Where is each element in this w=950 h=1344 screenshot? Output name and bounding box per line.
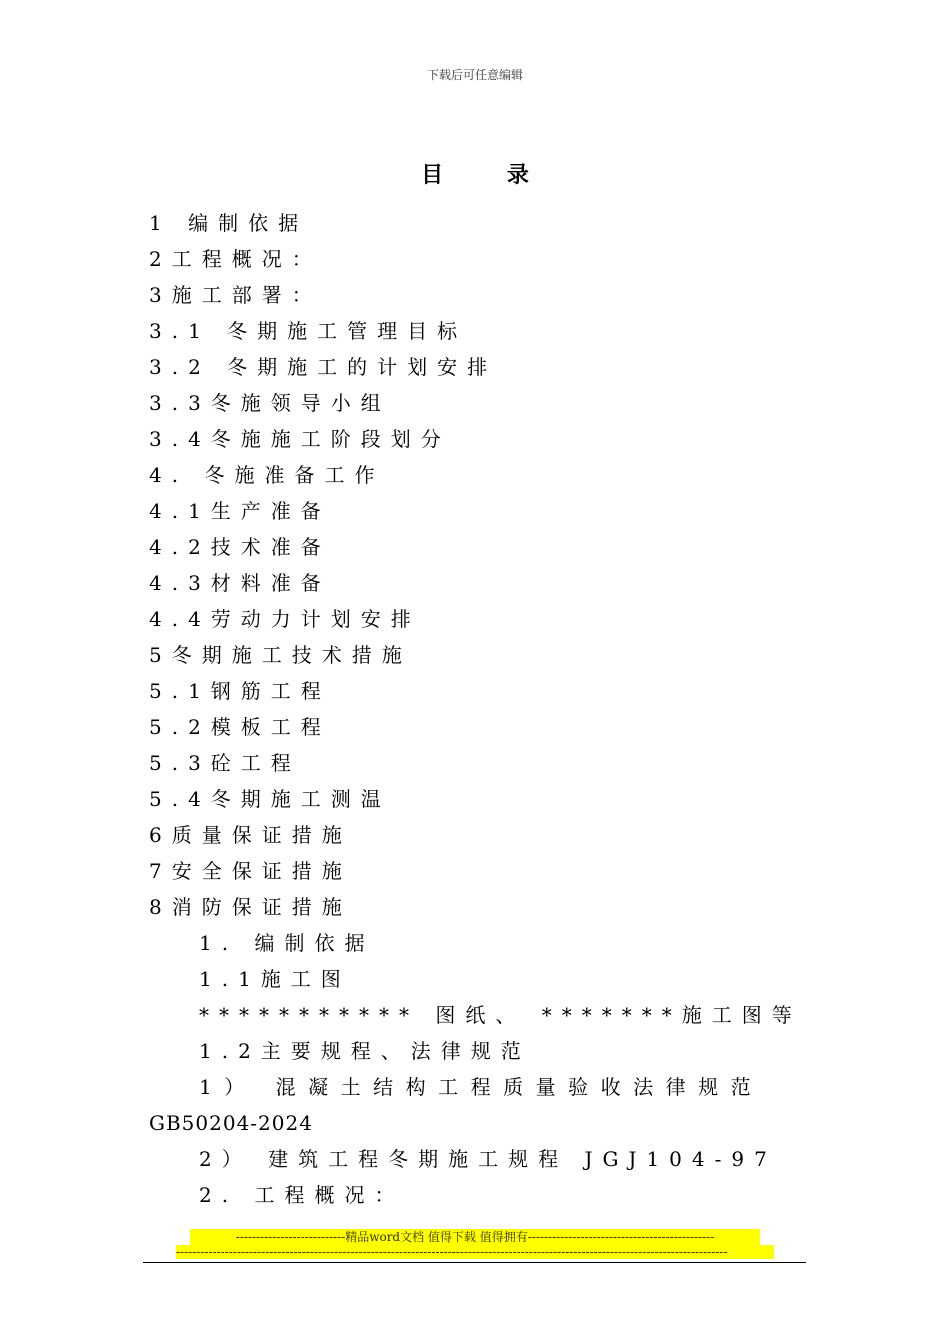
toc-item: 2工程概况： (149, 247, 322, 271)
toc-item: 3.3冬施领导小组 (149, 391, 391, 415)
toc-item: 5.4冬期施工测温 (149, 787, 391, 811)
toc-item: 4.1生产准备 (149, 499, 331, 523)
toc-item: 1 编制依据 (149, 211, 309, 235)
toc-item: 5.2模板工程 (149, 715, 331, 739)
toc-item: 8消防保证措施 (149, 895, 352, 919)
page-header-note: 下载后可任意编辑 (426, 68, 523, 82)
section-heading: 1. 编制依据 (199, 931, 375, 955)
footer-banner-rule: ---------------------------------------------------------------------------------------------------------------------------------------- (176, 1245, 774, 1259)
toc-item: 4.3材料准备 (149, 571, 331, 595)
toc-item: 4.2技术准备 (149, 535, 331, 559)
toc-item: 3.4冬施施工阶段划分 (149, 427, 451, 451)
toc-item: 7安全保证措施 (149, 859, 352, 883)
footer-banner: ---------------------------精品word文档 值得下载 值得拥有---------------------------------------------- (190, 1229, 760, 1246)
toc-item: 3.1 冬期施工管理目标 (149, 319, 468, 343)
subsection-heading: 1.1施工图 (199, 967, 351, 991)
subsection-heading: 1.2主要规程、法律规范 (199, 1039, 531, 1063)
list-item: 2） 建筑工程冬期施工规程 JGJ104-97 (199, 1147, 777, 1171)
document-title: 目 录 (421, 163, 557, 188)
toc-item: 6质量保证措施 (149, 823, 352, 847)
toc-item: 4. 冬施准备工作 (149, 463, 385, 487)
toc-item: 4.4劳动力计划安排 (149, 607, 421, 631)
toc-item: 5.3砼工程 (149, 751, 301, 775)
toc-item: 3施工部署： (149, 283, 322, 307)
list-item-continuation: GB50204-2024 (149, 1111, 313, 1135)
list-item: 1） 混凝土结构工程质量验收法律规范 (199, 1075, 764, 1099)
toc-item: 5冬期施工技术措施 (149, 643, 412, 667)
footer-divider (143, 1262, 806, 1263)
paragraph: *********** 图纸、 *******施工图等 (199, 1003, 802, 1027)
toc-item: 3.2 冬期施工的计划安排 (149, 355, 498, 379)
toc-item: 5.1钢筋工程 (149, 679, 331, 703)
section-heading: 2. 工程概况： (199, 1183, 405, 1207)
